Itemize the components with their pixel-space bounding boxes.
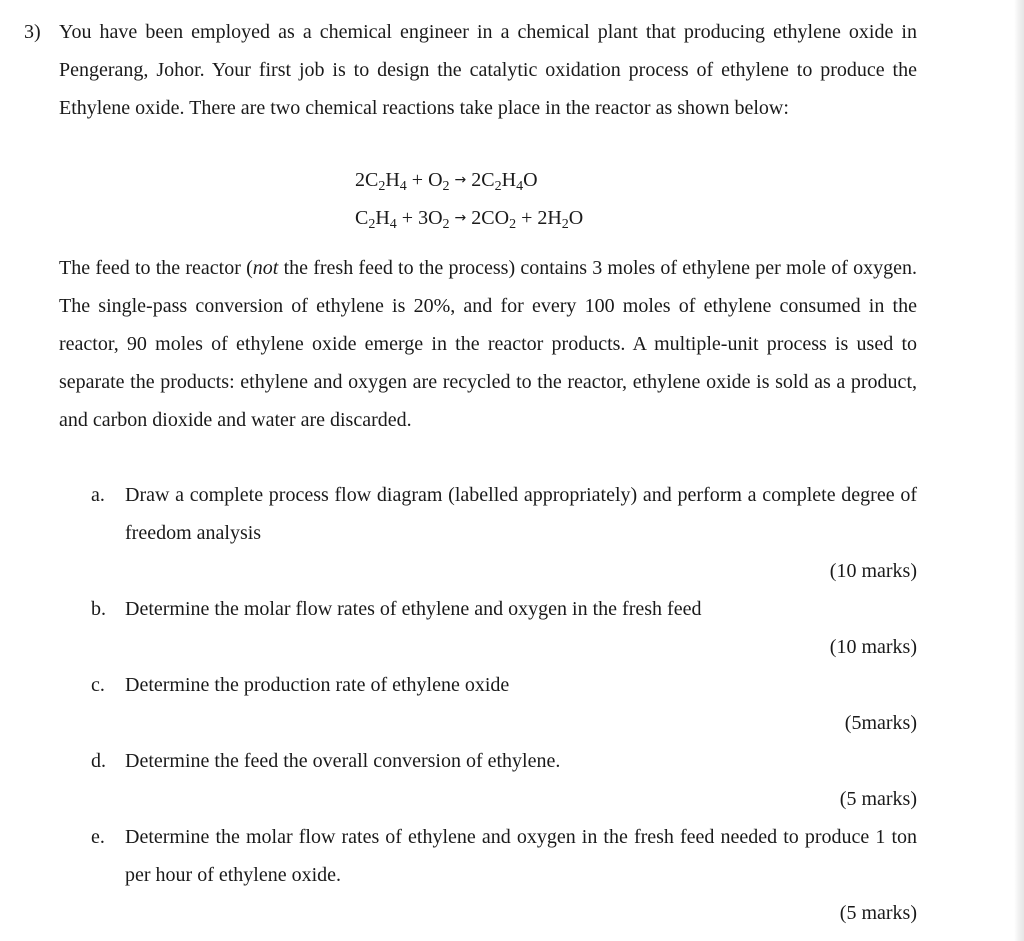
eq2-lhs-sub1: 2 [368,217,376,232]
part-b-text: Determine the molar flow rates of ethylene and oxygen in the fresh feed [125,598,702,620]
eq1-lhs-b: H [385,169,400,191]
part-d-text: Determine the feed the overall conversion of ethylene. [125,750,561,772]
eq2-lhs-sub3: 2 [442,217,450,232]
eq2-lhs-a: C [355,207,369,229]
page-edge-shadow [1014,0,1024,941]
eq2-rhs-b: + 2H [516,207,562,229]
feed-text-rest: the fresh feed to the process) contains 3 moles of ethylene per mole of oxygen. The single-pass conversion of ethylene is 20%, and for every 100 moles of ethylene consumed in the reactor, 90 moles of ethylene oxide emerge in the reactor products. A multiple-unit process is used to separate the products: ethylene and oxygen are recycled to the reactor, ethylene oxide is sold as a product, and carbon dioxide and water are discarded. [59,257,917,431]
eq2-rhs-sub2: 2 [561,217,569,232]
eq1-lhs-sub1: 2 [378,179,386,194]
eq1-rhs-b: H [501,169,517,191]
feed-text-start: The feed to the reactor ( [59,257,253,279]
part-a-letter: a. [91,484,105,506]
eq2-rhs-sub1: 2 [509,217,517,232]
part-c-marks: (5marks) [844,712,917,734]
eq2-arrow: → [454,210,467,226]
eq2-rhs-c: O [568,207,584,229]
eq1-lhs-sub3: 2 [442,179,450,194]
part-a-text: Draw a complete process flow diagram (labelled appropriately) and perform a complete degree of freedom analysis [125,484,917,544]
eq2-rhs-a: 2CO [471,207,510,229]
feed-italic-not: not [252,257,279,279]
eq1-rhs-sub1: 2 [494,179,502,194]
eq1-rhs-sub2: 4 [516,179,524,194]
eq2-lhs-b: H [375,207,390,229]
part-a-marks: (10 marks) [829,560,917,582]
eq2-lhs-c: + 3O [396,207,443,229]
eq1-arrow: → [454,172,467,188]
question-intro: You have been employed as a chemical engineer in a chemical plant that producing ethylene oxide in Pengerang, Johor. Your first job is to design the catalytic oxidation process of ethylene to produce the Ethylene oxide. There are two chemical reactions take place in the reactor as shown below: [59,21,917,119]
eq1-lhs-c: + O [406,169,443,191]
feed-description [59,249,917,439]
part-c-text: Determine the production rate of ethylene oxide [125,674,510,696]
part-e-text: Determine the molar flow rates of ethylene and oxygen in the fresh feed needed to produce 1 ton per hour of ethylene oxide. [125,826,917,886]
part-c-letter: c. [91,674,105,696]
part-d-marks: (5 marks) [839,788,917,810]
eq2-lhs-sub2: 4 [389,217,397,232]
part-b-letter: b. [91,598,106,620]
part-e-letter: e. [91,826,105,848]
part-e-marks: (5 marks) [839,902,917,924]
question-number: 3) [24,21,41,43]
part-d-letter: d. [91,750,106,772]
eq1-lhs-sub2: 4 [399,179,407,194]
eq1-rhs-c: O [523,169,538,191]
eq1-rhs-a: 2C [471,169,495,191]
part-b-marks: (10 marks) [829,636,917,658]
eq1-lhs-a: 2C [355,169,379,191]
reaction-equation-2 [355,203,583,233]
reaction-equation-1 [355,165,538,195]
